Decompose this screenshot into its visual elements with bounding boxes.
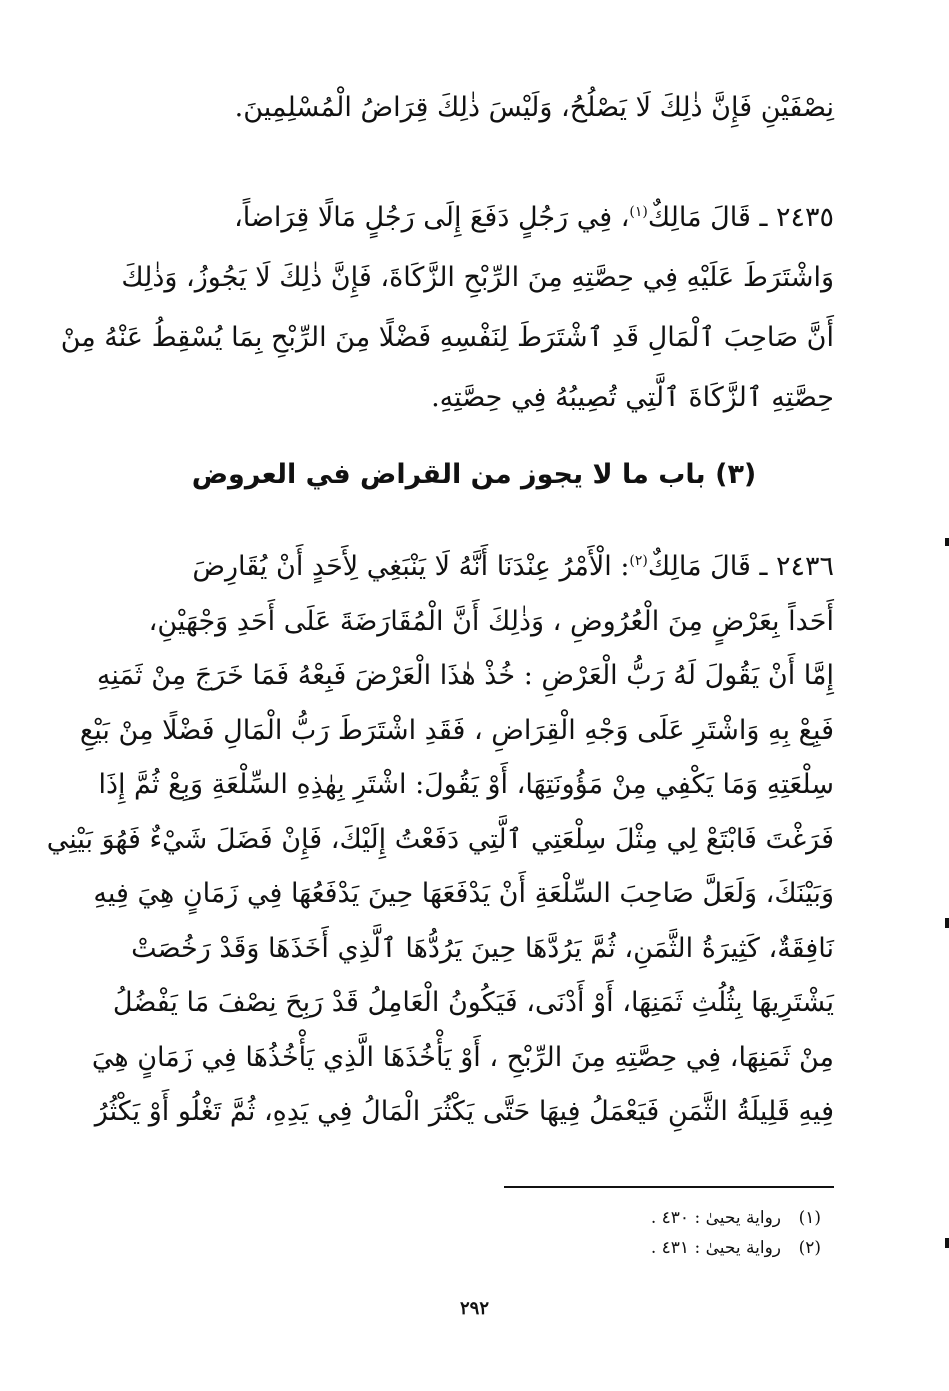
text-line: فَبِعْ بِهِ وَاشْتَرِ عَلَى وَجْهِ الْقِرَاضِ ، فَقَدِ اشْتَرَطَ رَبُّ الْمَالِ فَضْلًا مِنْ بَيْعِ bbox=[79, 714, 834, 746]
footnote-ref[interactable]: (٢) bbox=[629, 553, 648, 569]
text-line: حِصَّتِهِ ٱلزَّكَاةَ ٱلَّتِي تُصِيبُهُ فِي حِصَّتِهِ. bbox=[431, 382, 834, 413]
chapter-heading: (٣) باب ما لا يجوز من القراض في العروض bbox=[191, 459, 757, 490]
footnote-item bbox=[421, 1233, 821, 1263]
text-line: ٢٤٣٦ ـ قَالَ مَالِكٌ$^{(٢)}$: الْأَمْرُ عِنْدَنَا أَنَّهُ لَا يَنْبَغِي لِأَحَدٍ أَنْ يُقَارِضَ bbox=[192, 551, 834, 582]
paragraph-intro: قَالَ مَالِكٌ bbox=[647, 551, 751, 582]
footnote-text: رواية يحيىٰ : ٤٣٠ . bbox=[650, 1208, 781, 1228]
text-line: يَشْتَرِيهَا بِثُلُثِ ثَمَنِهَا، أَوْ أَدْنَى، فَيَكُونُ الْعَامِلُ قَدْ رَبِحَ نِصْفَ مَا يَفْضُلُ bbox=[112, 987, 834, 1018]
text-line: وَبَيْنَكَ، وَلَعَلَّ صَاحِبَ السِّلْعَةِ أَنْ يَدْفَعَهَا حِينَ يَدْفَعُهَا فِي زَمَانٍ هِيَ فِيهِ bbox=[93, 878, 834, 909]
paragraph-number: ٢٤٣٦ bbox=[775, 551, 834, 582]
page-number: ٢٩٢ bbox=[459, 1298, 489, 1319]
footnote-item bbox=[421, 1203, 821, 1233]
text-line: فِيهِ قَلِيلَةُ الثَّمَنِ فَيَعْمَلُ فِيهَا حَتَّى يَكْثُرَ الْمَالُ فِي يَدِهِ، ثُمَّ تَغْلُو أَوْ يَكْثُرُ bbox=[94, 1096, 834, 1127]
footnote-number: (٢) bbox=[798, 1238, 821, 1258]
text-line: مِنْ ثَمَنِهَا، فِي حِصَّتِهِ مِنَ الرِّبْحِ ، أَوْ يَأْخُذَهَا الَّذِي يَأْخُذُهَا فِي زَمَانٍ هِيَ bbox=[91, 1041, 834, 1073]
paragraph-2436 bbox=[46, 540, 834, 1140]
footnote-separator bbox=[504, 1186, 834, 1188]
paragraph-number: ٢٤٣٥ bbox=[775, 202, 834, 233]
paragraph-continuation bbox=[114, 88, 834, 128]
paragraph-2435 bbox=[60, 188, 834, 428]
footnote-text: رواية يحيىٰ : ٤٣١ . bbox=[650, 1238, 781, 1258]
text-line: سِلْعَتِهِ وَمَا يَكْفِي مِنْ مَؤُونَتِهَا، أَوْ يَقُولَ: اشْتَرِ بِهٰذِهِ السِّلْعَةِ وَبِعْ ثُمَّ إِذَا bbox=[98, 769, 834, 800]
text-line: وَاشْتَرَطَ عَلَيْهِ فِي حِصَّتِهِ مِنَ الرِّبْحِ الزَّكَاةَ، فَإِنَّ ذٰلِكَ لَا يَجُوزُ، وَذٰلِكَ bbox=[121, 262, 834, 293]
text-line: نَافِقَةٌ، كَثِيرَةُ الثَّمَنِ، ثُمَّ يَرُدَّهَا حِينَ يَرُدُّهَا ٱلَّذِي أَخَذَهَا وَقَدْ رَخُصَتْ bbox=[131, 932, 834, 964]
text-line: أَحَداً بِعَرْضٍ مِنَ الْعُرُوضِ ، وَذٰلِكَ أَنَّ الْمُقَارَضَةَ عَلَى أَحَدِ وَجْهَيْنِ، bbox=[148, 605, 834, 637]
text-line: إِمَّا أَنْ يَقُولَ لَهُ رَبُّ الْعَرْضِ : خُذْ هٰذَا الْعَرْضَ فَبِعْهُ فَمَا خَرَجَ مِنْ ثَمَنِهِ bbox=[96, 660, 834, 691]
text-line-rest: : الْأَمْرُ عِنْدَنَا أَنَّهُ لَا يَنْبَغِي لِأَحَدٍ أَنْ يُقَارِضَ bbox=[192, 551, 630, 582]
footnote-number: (١) bbox=[798, 1208, 821, 1228]
footnotes bbox=[421, 1203, 821, 1263]
scan-edge-mark bbox=[945, 918, 949, 928]
text-line: ٢٤٣٥ ـ قَالَ مَالِكٌ$^{(١)}$، فِي رَجُلٍ دَفَعَ إِلَى رَجُلٍ مَالًا قِرَاضاً، bbox=[234, 202, 834, 233]
scan-edge-mark bbox=[945, 1238, 949, 1248]
scan-edge-mark bbox=[945, 538, 949, 546]
text-line: فَرَغْتَ فَابْتَعْ لِي مِثْلَ سِلْعَتِي ٱلَّتِي دَفَعْتُ إِلَيْكَ، فَإِنْ فَضَلَ شَيْءٌ فَهُوَ بَيْنِي bbox=[46, 823, 834, 855]
paragraph-intro: قَالَ مَالِكٌ bbox=[647, 202, 751, 233]
text-line-rest: ، فِي رَجُلٍ دَفَعَ إِلَى رَجُلٍ مَالًا قِرَاضاً، bbox=[234, 202, 630, 233]
text-line: أَنَّ صَاحِبَ ٱلْمَالِ قَدِ ٱشْتَرَطَ لِنَفْسِهِ فَضْلًا مِنَ الرِّبْحِ بِمَا يُسْقِطُ عَنْهُ مِنْ bbox=[60, 322, 834, 353]
text-line: نِصْفَيْنِ فَإِنَّ ذٰلِكَ لَا يَصْلُحُ، وَلَيْسَ ذٰلِكَ قِرَاضُ الْمُسْلِمِينَ. bbox=[234, 92, 834, 123]
footnote-ref[interactable]: (١) bbox=[629, 204, 648, 220]
